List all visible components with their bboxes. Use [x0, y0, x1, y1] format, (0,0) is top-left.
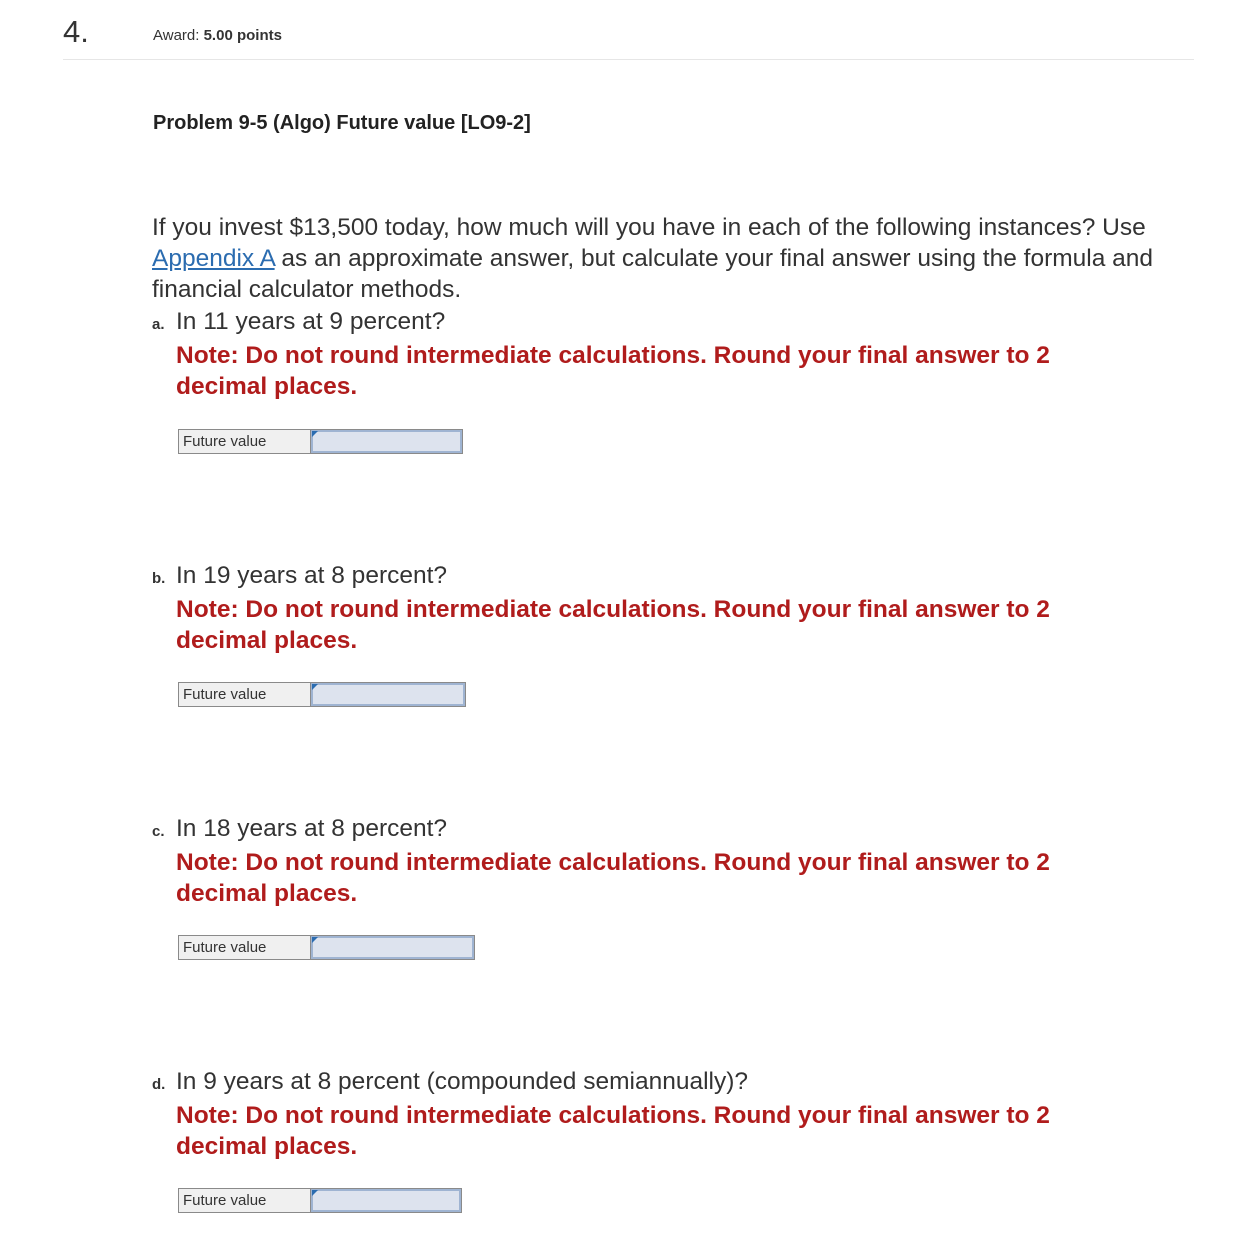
part-note: Note: Do not round intermediate calculations. Round your final answer to 2 decimal places. [176, 596, 1050, 654]
award-label: Award: [153, 27, 204, 44]
part-d [152, 1066, 1182, 1162]
problem-intro [152, 212, 1182, 305]
problem-title: Problem 9-5 (Algo) Future value [LO9-2] [153, 112, 531, 134]
part-letter: a. [152, 316, 165, 333]
answer-row-c [178, 935, 475, 960]
answer-label: Future value [179, 936, 311, 959]
award-value: 5.00 points [203, 27, 282, 44]
appendix-a-link[interactable]: Appendix A [152, 245, 275, 272]
part-question: In 11 years at 9 percent? [176, 308, 446, 335]
answer-row-a [178, 429, 463, 454]
award-points [153, 27, 282, 44]
header-divider [63, 59, 1194, 60]
question-number: 4. [63, 14, 89, 49]
flag-icon [312, 684, 318, 690]
intro-text-start: If you invest $13,500 today, how much will you have in each of the following instances? Use [152, 214, 1146, 241]
flag-icon [312, 431, 318, 437]
future-value-input-c[interactable] [313, 938, 472, 957]
future-value-input-b[interactable] [313, 685, 463, 704]
intro-text-end: as an approximate answer, but calculate your final answer using the formula and financial calculator methods. [152, 245, 1154, 303]
answer-row-d [178, 1188, 462, 1213]
part-note: Note: Do not round intermediate calculations. Round your final answer to 2 decimal places. [176, 1102, 1050, 1160]
future-value-input-d[interactable] [313, 1191, 459, 1210]
future-value-input-d-wrapper [311, 1189, 461, 1212]
part-question: In 19 years at 8 percent? [176, 562, 448, 589]
part-note: Note: Do not round intermediate calculations. Round your final answer to 2 decimal places. [176, 849, 1050, 907]
part-letter: c. [152, 823, 165, 840]
answer-label: Future value [179, 683, 311, 706]
part-note: Note: Do not round intermediate calculations. Round your final answer to 2 decimal places. [176, 342, 1050, 400]
future-value-input-c-wrapper [311, 936, 474, 959]
future-value-input-b-wrapper [311, 683, 465, 706]
part-b [152, 560, 1182, 656]
part-question: In 18 years at 8 percent? [176, 815, 448, 842]
flag-icon [312, 1190, 318, 1196]
answer-label: Future value [179, 1189, 311, 1212]
part-a [152, 306, 1182, 402]
flag-icon [312, 937, 318, 943]
future-value-input-a[interactable] [313, 432, 460, 451]
part-letter: d. [152, 1076, 166, 1093]
answer-row-b [178, 682, 466, 707]
future-value-input-a-wrapper [311, 430, 462, 453]
part-c [152, 813, 1182, 909]
part-letter: b. [152, 570, 166, 587]
answer-label: Future value [179, 430, 311, 453]
part-question: In 9 years at 8 percent (compounded semiannually)? [176, 1068, 748, 1095]
